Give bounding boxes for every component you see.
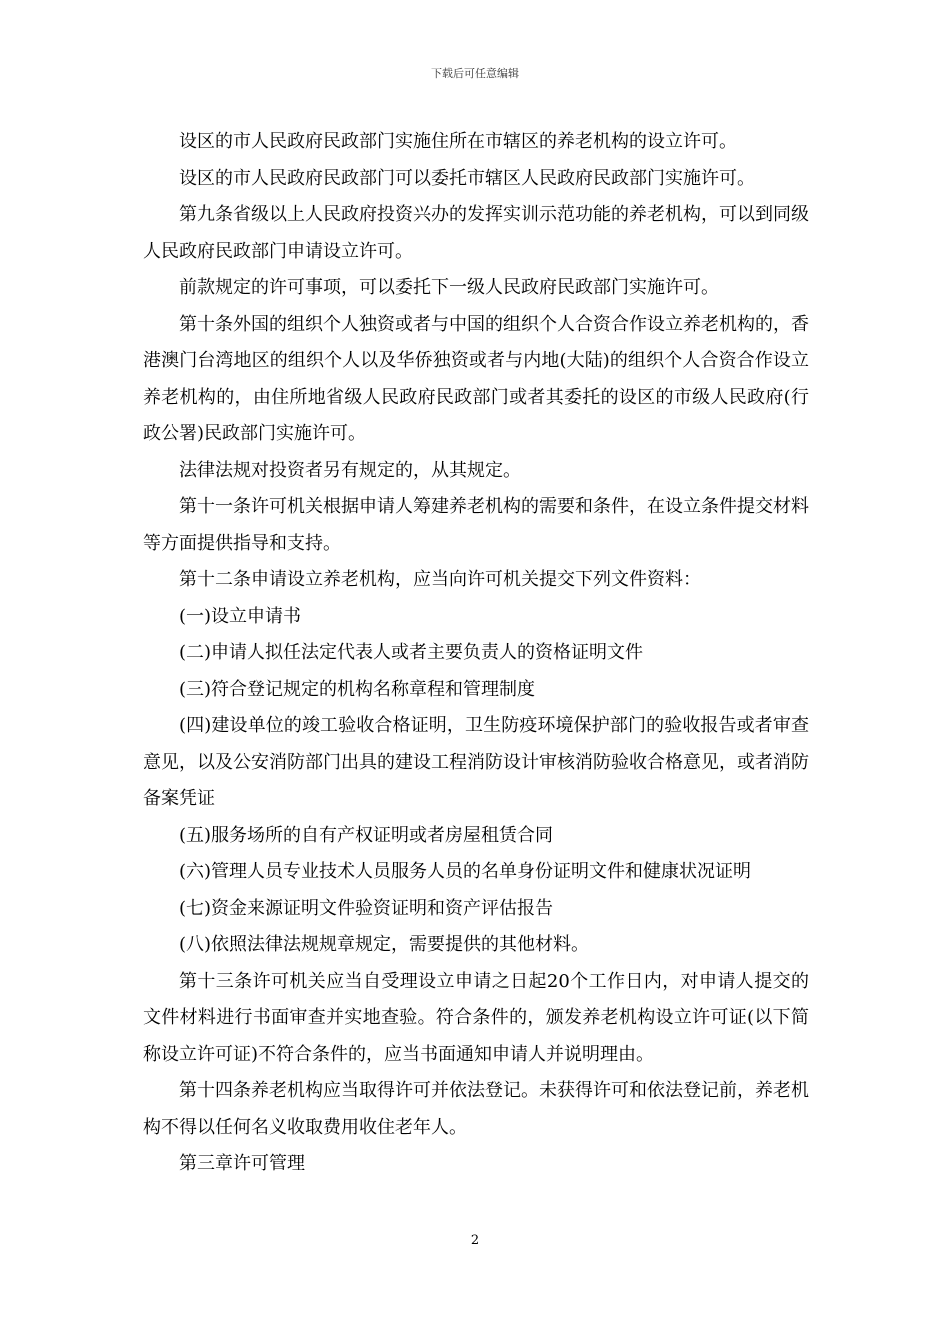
list-item: (五)服务场所的自有产权证明或者房屋租赁合同	[179, 824, 554, 846]
page-number: 2	[470, 1233, 480, 1248]
paragraph: 第十条外国的组织个人独资或者与中国的组织个人合资合作设立养老机构的，香港澳门台湾地区的组织个人以及华侨独资或者与内地(大陆)的组织个人合资合作设立养老机构的，由住所地省级人民政府民政部门或者其委托的设区的市级人民政府(行政公署)民政部门实施许可。	[143, 313, 809, 444]
chapter-heading: 第三章许可管理	[179, 1153, 305, 1174]
paragraph: 第十一条许可机关根据申请人筹建养老机构的需要和条件，在设立条件提交材料等方面提供指导和支持。	[143, 496, 809, 554]
paragraph: 第九条省级以上人民政府投资兴办的发挥实训示范功能的养老机构，可以到同级人民政府民政部门申请设立许可。	[143, 204, 809, 262]
paragraph: 设区的市人民政府民政部门实施住所在市辖区的养老机构的设立许可。	[179, 131, 737, 152]
paragraph: 设区的市人民政府民政部门可以委托市辖区人民政府民政部门实施许可。	[179, 167, 755, 189]
list-item: (三)符合登记规定的机构名称章程和管理制度	[179, 678, 536, 700]
paragraph: 第十四条养老机构应当取得许可并依法登记。未获得许可和依法登记前，养老机构不得以任何名义收取费用收住老年人。	[143, 1080, 809, 1138]
paragraph: 法律法规对投资者另有规定的，从其规定。	[179, 459, 521, 481]
list-item: (一)设立申请书	[179, 605, 302, 627]
list-item: (六)管理人员专业技术人员服务人员的名单身份证明文件和健康状况证明	[179, 861, 752, 882]
paragraph: 第十三条许可机关应当自受理设立申请之日起20个工作日内，对申请人提交的文件材料进行书面审查并实地查验。符合条件的，颁发养老机构设立许可证(以下简称设立许可证)不符合条件的，应当书面通知申请人并说明理由。	[143, 970, 809, 1065]
list-item: (四)建设单位的竣工验收合格证明，卫生防疫环境保护部门的验收报告或者审查意见，以及公安消防部门出具的建设工程消防设计审核消防验收合格意见，或者消防备案凭证	[143, 715, 809, 809]
paragraph: 前款规定的许可事项，可以委托下一级人民政府民政部门实施许可。	[179, 277, 719, 298]
document-body	[143, 124, 809, 1183]
paragraph: 第十二条申请设立养老机构，应当向许可机关提交下列文件资料：	[179, 569, 701, 590]
list-item: (七)资金来源证明文件验资证明和资产评估报告	[179, 897, 554, 919]
page-header: 下载后可任意编辑	[431, 67, 519, 80]
list-item: (二)申请人拟任法定代表人或者主要负责人的资格证明文件	[179, 642, 644, 663]
list-item: (八)依照法律法规规章规定，需要提供的其他材料。	[179, 934, 590, 955]
